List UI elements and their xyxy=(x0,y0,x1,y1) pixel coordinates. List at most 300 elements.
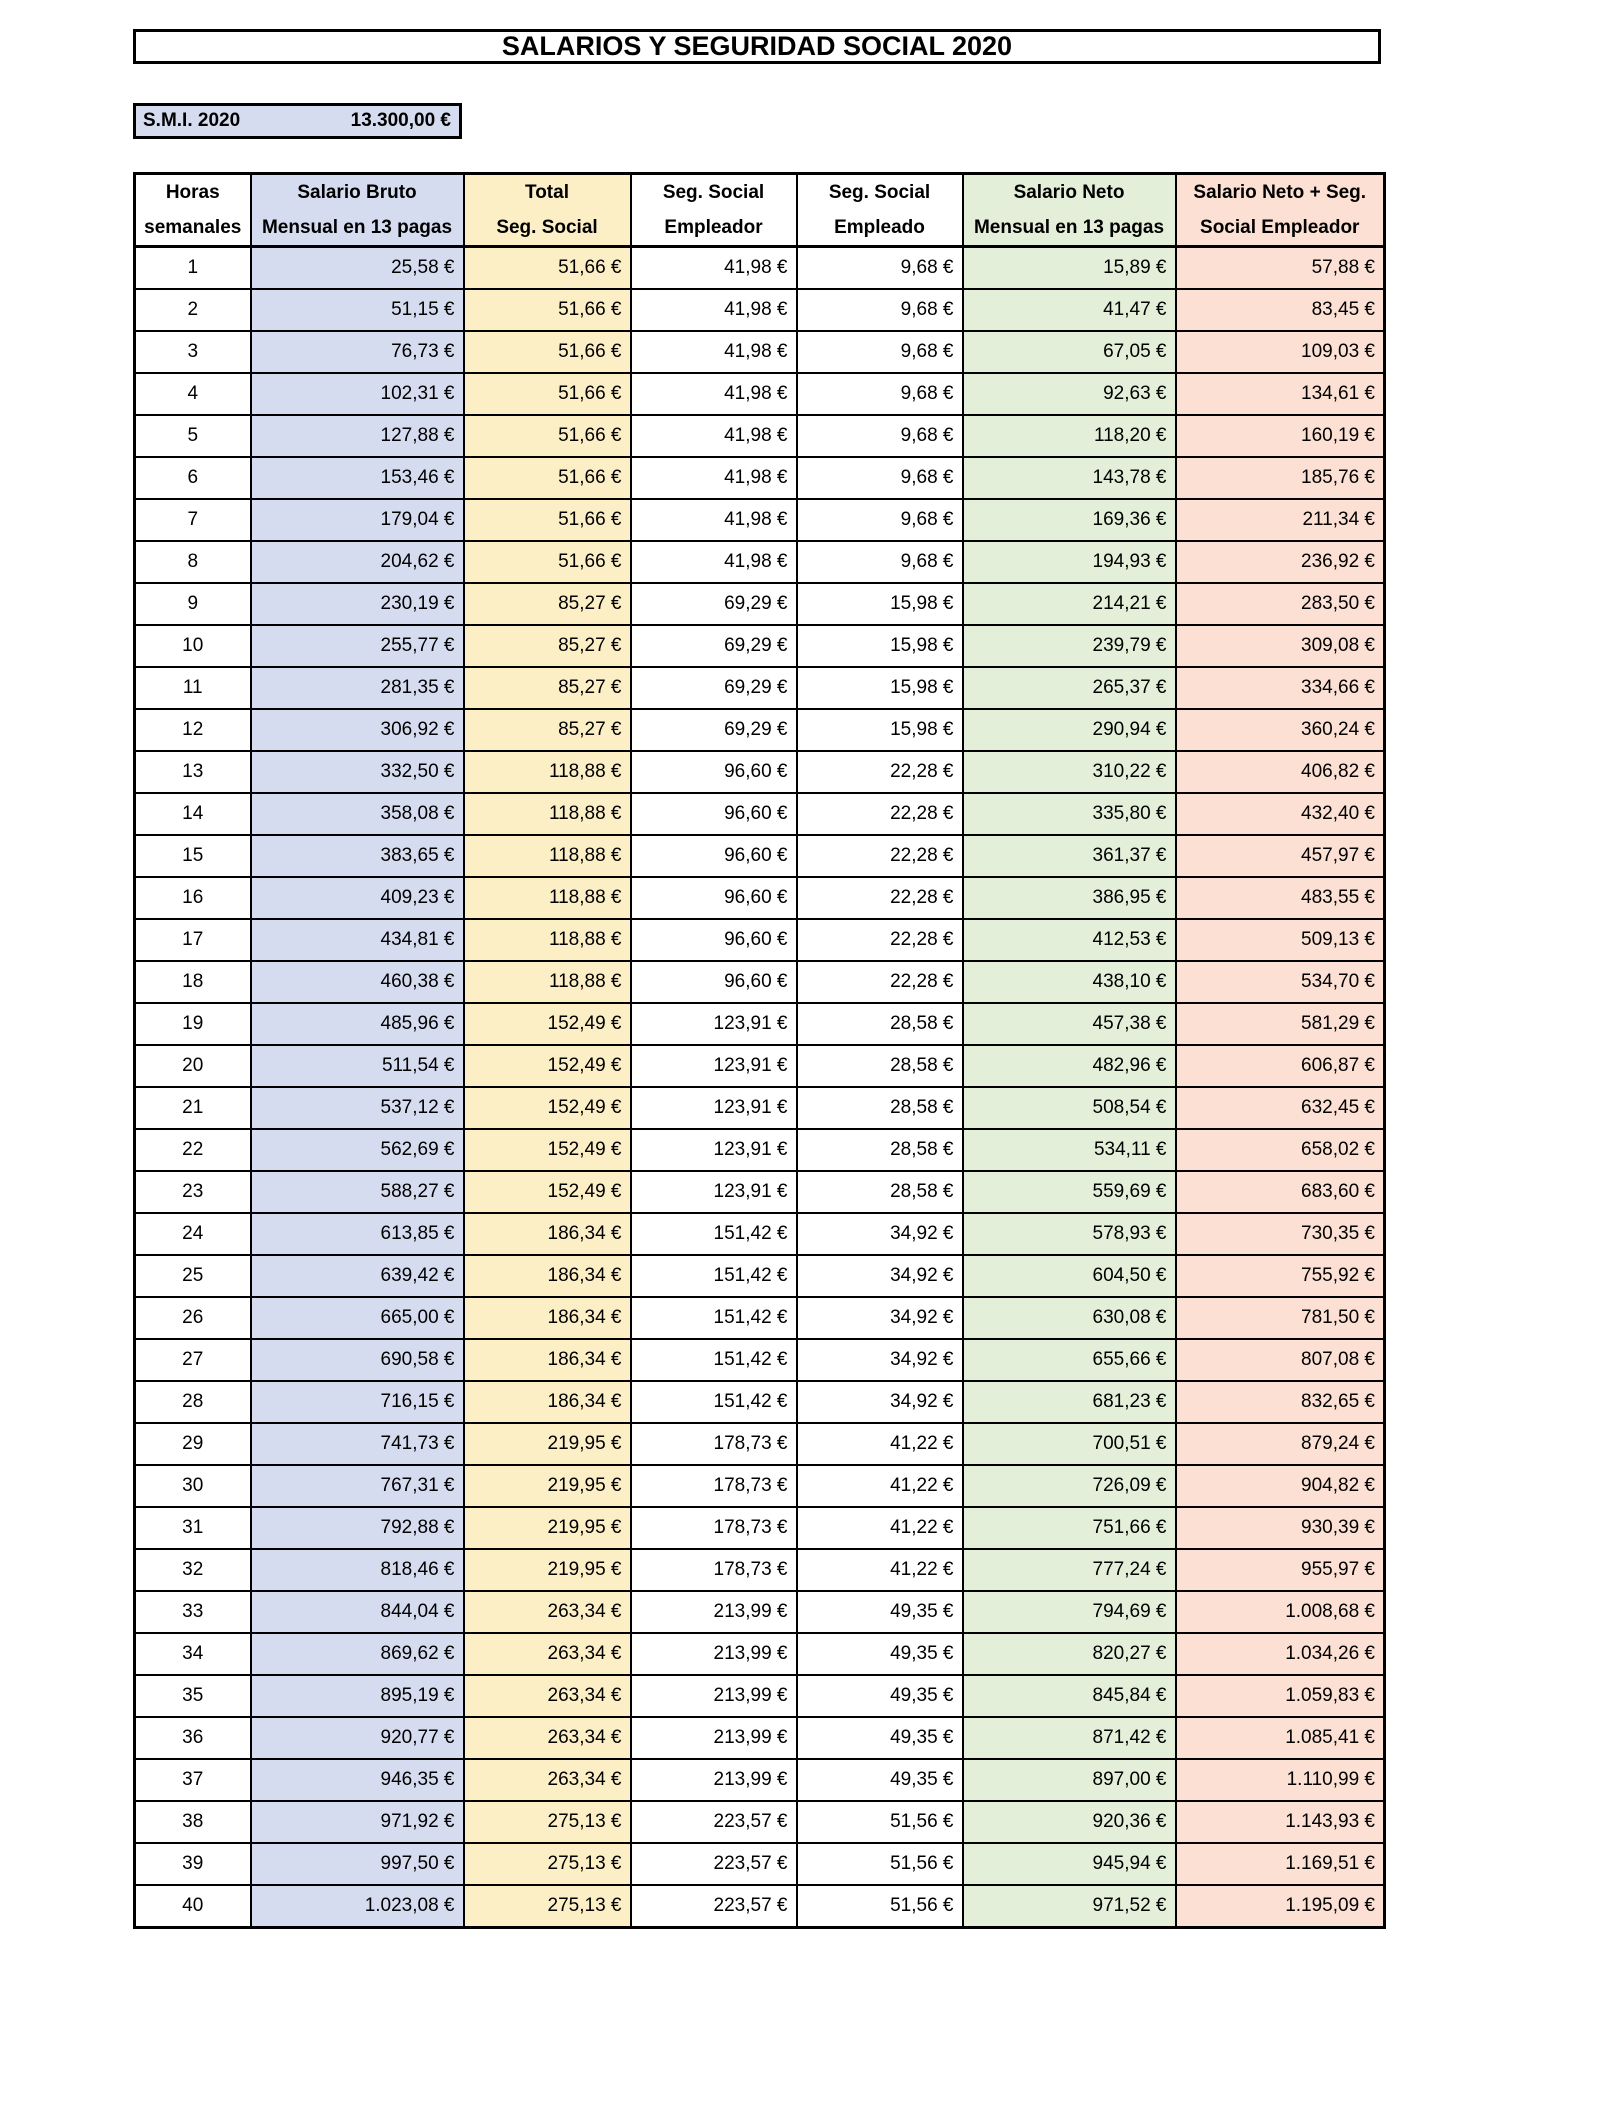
cell-ss-employee: 41,22 € xyxy=(797,1549,963,1591)
cell-net-salary: 655,66 € xyxy=(963,1339,1176,1381)
cell-ss-employer: 69,29 € xyxy=(631,583,797,625)
cell-hours: 14 xyxy=(135,793,251,835)
table-row xyxy=(135,625,1385,667)
cell-net-salary: 777,24 € xyxy=(963,1549,1176,1591)
cell-net-salary: 971,52 € xyxy=(963,1885,1176,1928)
cell-gross-salary: 997,50 € xyxy=(251,1843,464,1885)
cell-net-plus-employer: 334,66 € xyxy=(1176,667,1385,709)
cell-total-ss: 51,66 € xyxy=(464,499,631,541)
table-row xyxy=(135,415,1385,457)
cell-ss-employee: 41,22 € xyxy=(797,1465,963,1507)
cell-total-ss: 186,34 € xyxy=(464,1213,631,1255)
cell-hours: 23 xyxy=(135,1171,251,1213)
cell-hours: 6 xyxy=(135,457,251,499)
cell-ss-employer: 41,98 € xyxy=(631,373,797,415)
cell-total-ss: 118,88 € xyxy=(464,961,631,1003)
cell-net-plus-employer: 730,35 € xyxy=(1176,1213,1385,1255)
table-row xyxy=(135,1843,1385,1885)
cell-net-salary: 118,20 € xyxy=(963,415,1176,457)
cell-net-plus-employer: 109,03 € xyxy=(1176,331,1385,373)
cell-net-salary: 482,96 € xyxy=(963,1045,1176,1087)
cell-gross-salary: 25,58 € xyxy=(251,247,464,290)
cell-gross-salary: 127,88 € xyxy=(251,415,464,457)
cell-hours: 15 xyxy=(135,835,251,877)
header-net-plus-employer: Salario Neto + Seg. Social Empleador xyxy=(1176,174,1385,247)
cell-hours: 17 xyxy=(135,919,251,961)
cell-net-plus-employer: 930,39 € xyxy=(1176,1507,1385,1549)
cell-ss-employee: 28,58 € xyxy=(797,1003,963,1045)
cell-ss-employee: 22,28 € xyxy=(797,919,963,961)
cell-ss-employer: 123,91 € xyxy=(631,1171,797,1213)
cell-gross-salary: 460,38 € xyxy=(251,961,464,1003)
cell-net-salary: 412,53 € xyxy=(963,919,1176,961)
table-row xyxy=(135,1171,1385,1213)
cell-net-plus-employer: 955,97 € xyxy=(1176,1549,1385,1591)
cell-gross-salary: 613,85 € xyxy=(251,1213,464,1255)
cell-net-plus-employer: 57,88 € xyxy=(1176,247,1385,290)
cell-net-salary: 751,66 € xyxy=(963,1507,1176,1549)
cell-gross-salary: 281,35 € xyxy=(251,667,464,709)
cell-ss-employer: 151,42 € xyxy=(631,1213,797,1255)
cell-ss-employer: 151,42 € xyxy=(631,1339,797,1381)
table-row xyxy=(135,457,1385,499)
table-row xyxy=(135,751,1385,793)
cell-ss-employer: 96,60 € xyxy=(631,961,797,1003)
cell-gross-salary: 102,31 € xyxy=(251,373,464,415)
table-row xyxy=(135,919,1385,961)
cell-total-ss: 85,27 € xyxy=(464,667,631,709)
cell-gross-salary: 920,77 € xyxy=(251,1717,464,1759)
cell-net-salary: 143,78 € xyxy=(963,457,1176,499)
cell-hours: 27 xyxy=(135,1339,251,1381)
cell-ss-employee: 49,35 € xyxy=(797,1675,963,1717)
cell-gross-salary: 946,35 € xyxy=(251,1759,464,1801)
smi-summary xyxy=(133,103,462,139)
table-row xyxy=(135,1717,1385,1759)
cell-hours: 25 xyxy=(135,1255,251,1297)
cell-ss-employer: 223,57 € xyxy=(631,1885,797,1928)
cell-net-plus-employer: 781,50 € xyxy=(1176,1297,1385,1339)
table-row xyxy=(135,1801,1385,1843)
cell-ss-employee: 15,98 € xyxy=(797,625,963,667)
cell-net-salary: 630,08 € xyxy=(963,1297,1176,1339)
cell-net-salary: 945,94 € xyxy=(963,1843,1176,1885)
table-row xyxy=(135,961,1385,1003)
cell-total-ss: 186,34 € xyxy=(464,1381,631,1423)
cell-hours: 38 xyxy=(135,1801,251,1843)
cell-hours: 18 xyxy=(135,961,251,1003)
cell-hours: 37 xyxy=(135,1759,251,1801)
cell-net-salary: 169,36 € xyxy=(963,499,1176,541)
cell-total-ss: 186,34 € xyxy=(464,1255,631,1297)
cell-ss-employee: 9,68 € xyxy=(797,499,963,541)
cell-net-plus-employer: 1.195,09 € xyxy=(1176,1885,1385,1928)
cell-net-salary: 214,21 € xyxy=(963,583,1176,625)
cell-total-ss: 152,49 € xyxy=(464,1129,631,1171)
cell-hours: 39 xyxy=(135,1843,251,1885)
cell-ss-employer: 213,99 € xyxy=(631,1759,797,1801)
cell-net-plus-employer: 406,82 € xyxy=(1176,751,1385,793)
cell-net-plus-employer: 432,40 € xyxy=(1176,793,1385,835)
table-row xyxy=(135,1759,1385,1801)
table-row xyxy=(135,1339,1385,1381)
cell-net-plus-employer: 755,92 € xyxy=(1176,1255,1385,1297)
cell-net-salary: 871,42 € xyxy=(963,1717,1176,1759)
header-ss-employer: Seg. Social Empleador xyxy=(631,174,797,247)
cell-total-ss: 263,34 € xyxy=(464,1591,631,1633)
cell-net-plus-employer: 1.085,41 € xyxy=(1176,1717,1385,1759)
cell-gross-salary: 179,04 € xyxy=(251,499,464,541)
cell-total-ss: 275,13 € xyxy=(464,1843,631,1885)
cell-net-salary: 438,10 € xyxy=(963,961,1176,1003)
cell-net-salary: 15,89 € xyxy=(963,247,1176,290)
cell-net-salary: 794,69 € xyxy=(963,1591,1176,1633)
cell-net-salary: 508,54 € xyxy=(963,1087,1176,1129)
cell-net-plus-employer: 581,29 € xyxy=(1176,1003,1385,1045)
cell-hours: 7 xyxy=(135,499,251,541)
cell-gross-salary: 51,15 € xyxy=(251,289,464,331)
cell-ss-employer: 178,73 € xyxy=(631,1549,797,1591)
cell-gross-salary: 306,92 € xyxy=(251,709,464,751)
cell-ss-employee: 51,56 € xyxy=(797,1843,963,1885)
cell-ss-employer: 41,98 € xyxy=(631,331,797,373)
cell-gross-salary: 537,12 € xyxy=(251,1087,464,1129)
cell-ss-employee: 49,35 € xyxy=(797,1759,963,1801)
cell-hours: 22 xyxy=(135,1129,251,1171)
cell-ss-employee: 49,35 € xyxy=(797,1633,963,1675)
cell-ss-employee: 15,98 € xyxy=(797,583,963,625)
cell-ss-employee: 9,68 € xyxy=(797,415,963,457)
cell-net-salary: 578,93 € xyxy=(963,1213,1176,1255)
cell-hours: 30 xyxy=(135,1465,251,1507)
cell-total-ss: 85,27 € xyxy=(464,709,631,751)
table-row xyxy=(135,709,1385,751)
cell-ss-employee: 22,28 € xyxy=(797,877,963,919)
cell-net-salary: 194,93 € xyxy=(963,541,1176,583)
cell-net-plus-employer: 185,76 € xyxy=(1176,457,1385,499)
cell-net-salary: 820,27 € xyxy=(963,1633,1176,1675)
cell-total-ss: 118,88 € xyxy=(464,751,631,793)
cell-hours: 36 xyxy=(135,1717,251,1759)
cell-net-salary: 604,50 € xyxy=(963,1255,1176,1297)
cell-net-salary: 534,11 € xyxy=(963,1129,1176,1171)
cell-net-plus-employer: 683,60 € xyxy=(1176,1171,1385,1213)
cell-total-ss: 118,88 € xyxy=(464,919,631,961)
header-gross-salary: Salario Bruto Mensual en 13 pagas xyxy=(251,174,464,247)
cell-hours: 12 xyxy=(135,709,251,751)
cell-ss-employee: 28,58 € xyxy=(797,1171,963,1213)
cell-gross-salary: 358,08 € xyxy=(251,793,464,835)
cell-total-ss: 118,88 € xyxy=(464,877,631,919)
cell-net-plus-employer: 832,65 € xyxy=(1176,1381,1385,1423)
cell-total-ss: 219,95 € xyxy=(464,1507,631,1549)
cell-hours: 13 xyxy=(135,751,251,793)
cell-gross-salary: 332,50 € xyxy=(251,751,464,793)
table-row xyxy=(135,1885,1385,1928)
cell-ss-employer: 213,99 € xyxy=(631,1591,797,1633)
table-row xyxy=(135,1255,1385,1297)
cell-ss-employee: 9,68 € xyxy=(797,457,963,499)
cell-gross-salary: 639,42 € xyxy=(251,1255,464,1297)
cell-ss-employer: 41,98 € xyxy=(631,499,797,541)
cell-ss-employee: 9,68 € xyxy=(797,331,963,373)
cell-gross-salary: 1.023,08 € xyxy=(251,1885,464,1928)
cell-gross-salary: 204,62 € xyxy=(251,541,464,583)
cell-ss-employee: 28,58 € xyxy=(797,1129,963,1171)
cell-total-ss: 85,27 € xyxy=(464,583,631,625)
cell-total-ss: 152,49 € xyxy=(464,1087,631,1129)
cell-gross-salary: 562,69 € xyxy=(251,1129,464,1171)
cell-ss-employer: 41,98 € xyxy=(631,247,797,290)
cell-hours: 34 xyxy=(135,1633,251,1675)
table-row xyxy=(135,1129,1385,1171)
cell-total-ss: 51,66 € xyxy=(464,331,631,373)
cell-hours: 31 xyxy=(135,1507,251,1549)
cell-net-plus-employer: 1.059,83 € xyxy=(1176,1675,1385,1717)
cell-total-ss: 263,34 € xyxy=(464,1633,631,1675)
cell-net-salary: 41,47 € xyxy=(963,289,1176,331)
cell-total-ss: 219,95 € xyxy=(464,1423,631,1465)
cell-ss-employee: 41,22 € xyxy=(797,1423,963,1465)
cell-ss-employer: 123,91 € xyxy=(631,1129,797,1171)
cell-ss-employer: 69,29 € xyxy=(631,667,797,709)
cell-ss-employer: 223,57 € xyxy=(631,1843,797,1885)
cell-ss-employee: 34,92 € xyxy=(797,1255,963,1297)
cell-gross-salary: 485,96 € xyxy=(251,1003,464,1045)
table-row xyxy=(135,247,1385,290)
cell-net-salary: 310,22 € xyxy=(963,751,1176,793)
cell-net-salary: 700,51 € xyxy=(963,1423,1176,1465)
cell-ss-employer: 213,99 € xyxy=(631,1633,797,1675)
cell-ss-employee: 34,92 € xyxy=(797,1339,963,1381)
cell-hours: 9 xyxy=(135,583,251,625)
table-row xyxy=(135,1003,1385,1045)
table-row xyxy=(135,1087,1385,1129)
cell-gross-salary: 971,92 € xyxy=(251,1801,464,1843)
cell-net-salary: 265,37 € xyxy=(963,667,1176,709)
cell-ss-employee: 34,92 € xyxy=(797,1213,963,1255)
cell-ss-employer: 178,73 € xyxy=(631,1507,797,1549)
cell-ss-employer: 151,42 € xyxy=(631,1255,797,1297)
cell-net-salary: 67,05 € xyxy=(963,331,1176,373)
cell-gross-salary: 665,00 € xyxy=(251,1297,464,1339)
cell-gross-salary: 869,62 € xyxy=(251,1633,464,1675)
table-row xyxy=(135,793,1385,835)
cell-total-ss: 186,34 € xyxy=(464,1297,631,1339)
cell-net-plus-employer: 83,45 € xyxy=(1176,289,1385,331)
header-net-salary: Salario Neto Mensual en 13 pagas xyxy=(963,174,1176,247)
cell-net-plus-employer: 457,97 € xyxy=(1176,835,1385,877)
cell-ss-employee: 15,98 € xyxy=(797,667,963,709)
cell-ss-employee: 9,68 € xyxy=(797,247,963,290)
cell-hours: 16 xyxy=(135,877,251,919)
cell-net-plus-employer: 236,92 € xyxy=(1176,541,1385,583)
header-ss-employee: Seg. Social Empleado xyxy=(797,174,963,247)
cell-hours: 29 xyxy=(135,1423,251,1465)
cell-ss-employee: 22,28 € xyxy=(797,793,963,835)
cell-ss-employer: 41,98 € xyxy=(631,457,797,499)
cell-total-ss: 51,66 € xyxy=(464,457,631,499)
cell-ss-employee: 28,58 € xyxy=(797,1087,963,1129)
cell-ss-employer: 213,99 € xyxy=(631,1675,797,1717)
smi-value: 13.300,00 € xyxy=(350,110,451,131)
cell-net-salary: 920,36 € xyxy=(963,1801,1176,1843)
header-total-social-security: Total Seg. Social xyxy=(464,174,631,247)
cell-net-plus-employer: 1.169,51 € xyxy=(1176,1843,1385,1885)
table-row xyxy=(135,373,1385,415)
cell-net-plus-employer: 1.008,68 € xyxy=(1176,1591,1385,1633)
cell-hours: 24 xyxy=(135,1213,251,1255)
cell-ss-employee: 9,68 € xyxy=(797,541,963,583)
cell-gross-salary: 511,54 € xyxy=(251,1045,464,1087)
cell-ss-employer: 123,91 € xyxy=(631,1087,797,1129)
table-row xyxy=(135,877,1385,919)
cell-hours: 10 xyxy=(135,625,251,667)
cell-gross-salary: 792,88 € xyxy=(251,1507,464,1549)
cell-ss-employer: 178,73 € xyxy=(631,1465,797,1507)
cell-net-salary: 726,09 € xyxy=(963,1465,1176,1507)
cell-hours: 4 xyxy=(135,373,251,415)
cell-ss-employee: 28,58 € xyxy=(797,1045,963,1087)
cell-net-plus-employer: 904,82 € xyxy=(1176,1465,1385,1507)
cell-total-ss: 152,49 € xyxy=(464,1045,631,1087)
cell-gross-salary: 409,23 € xyxy=(251,877,464,919)
cell-total-ss: 51,66 € xyxy=(464,415,631,457)
cell-ss-employer: 213,99 € xyxy=(631,1717,797,1759)
cell-total-ss: 219,95 € xyxy=(464,1465,631,1507)
cell-net-salary: 386,95 € xyxy=(963,877,1176,919)
cell-ss-employer: 123,91 € xyxy=(631,1045,797,1087)
header-hours: Horas semanales xyxy=(135,174,251,247)
table-row xyxy=(135,1675,1385,1717)
cell-ss-employer: 223,57 € xyxy=(631,1801,797,1843)
cell-net-plus-employer: 1.110,99 € xyxy=(1176,1759,1385,1801)
cell-total-ss: 51,66 € xyxy=(464,541,631,583)
cell-gross-salary: 383,65 € xyxy=(251,835,464,877)
table-row xyxy=(135,1591,1385,1633)
cell-net-salary: 361,37 € xyxy=(963,835,1176,877)
cell-ss-employer: 96,60 € xyxy=(631,835,797,877)
cell-ss-employee: 51,56 € xyxy=(797,1885,963,1928)
table-row xyxy=(135,1633,1385,1675)
cell-hours: 1 xyxy=(135,247,251,290)
cell-net-salary: 239,79 € xyxy=(963,625,1176,667)
page-title: SALARIOS Y SEGURIDAD SOCIAL 2020 xyxy=(133,29,1381,64)
cell-hours: 35 xyxy=(135,1675,251,1717)
cell-net-salary: 681,23 € xyxy=(963,1381,1176,1423)
table-row xyxy=(135,541,1385,583)
cell-hours: 32 xyxy=(135,1549,251,1591)
cell-net-plus-employer: 632,45 € xyxy=(1176,1087,1385,1129)
cell-total-ss: 219,95 € xyxy=(464,1549,631,1591)
cell-ss-employer: 96,60 € xyxy=(631,919,797,961)
cell-gross-salary: 741,73 € xyxy=(251,1423,464,1465)
cell-hours: 28 xyxy=(135,1381,251,1423)
cell-hours: 19 xyxy=(135,1003,251,1045)
cell-hours: 26 xyxy=(135,1297,251,1339)
table-row xyxy=(135,499,1385,541)
table-row xyxy=(135,1507,1385,1549)
cell-hours: 40 xyxy=(135,1885,251,1928)
cell-total-ss: 275,13 € xyxy=(464,1885,631,1928)
cell-net-plus-employer: 483,55 € xyxy=(1176,877,1385,919)
table-row xyxy=(135,1465,1385,1507)
cell-hours: 21 xyxy=(135,1087,251,1129)
cell-ss-employer: 69,29 € xyxy=(631,709,797,751)
cell-net-salary: 457,38 € xyxy=(963,1003,1176,1045)
cell-total-ss: 152,49 € xyxy=(464,1003,631,1045)
table-row xyxy=(135,1549,1385,1591)
cell-gross-salary: 844,04 € xyxy=(251,1591,464,1633)
cell-ss-employee: 22,28 € xyxy=(797,835,963,877)
salary-table xyxy=(133,172,1386,1929)
table-row xyxy=(135,1381,1385,1423)
cell-gross-salary: 434,81 € xyxy=(251,919,464,961)
cell-total-ss: 85,27 € xyxy=(464,625,631,667)
cell-total-ss: 263,34 € xyxy=(464,1717,631,1759)
cell-ss-employer: 96,60 € xyxy=(631,877,797,919)
cell-net-salary: 92,63 € xyxy=(963,373,1176,415)
cell-gross-salary: 76,73 € xyxy=(251,331,464,373)
cell-total-ss: 186,34 € xyxy=(464,1339,631,1381)
cell-gross-salary: 255,77 € xyxy=(251,625,464,667)
cell-ss-employer: 96,60 € xyxy=(631,751,797,793)
cell-hours: 11 xyxy=(135,667,251,709)
cell-total-ss: 263,34 € xyxy=(464,1759,631,1801)
table-row xyxy=(135,583,1385,625)
cell-ss-employer: 178,73 € xyxy=(631,1423,797,1465)
cell-ss-employer: 151,42 € xyxy=(631,1297,797,1339)
cell-net-plus-employer: 509,13 € xyxy=(1176,919,1385,961)
cell-net-plus-employer: 534,70 € xyxy=(1176,961,1385,1003)
cell-hours: 2 xyxy=(135,289,251,331)
table-row xyxy=(135,289,1385,331)
cell-total-ss: 118,88 € xyxy=(464,793,631,835)
cell-net-salary: 559,69 € xyxy=(963,1171,1176,1213)
cell-ss-employee: 51,56 € xyxy=(797,1801,963,1843)
cell-net-plus-employer: 211,34 € xyxy=(1176,499,1385,541)
cell-ss-employer: 151,42 € xyxy=(631,1381,797,1423)
cell-ss-employee: 41,22 € xyxy=(797,1507,963,1549)
cell-net-plus-employer: 606,87 € xyxy=(1176,1045,1385,1087)
cell-hours: 20 xyxy=(135,1045,251,1087)
cell-hours: 8 xyxy=(135,541,251,583)
cell-ss-employer: 123,91 € xyxy=(631,1003,797,1045)
cell-net-plus-employer: 160,19 € xyxy=(1176,415,1385,457)
cell-ss-employee: 49,35 € xyxy=(797,1591,963,1633)
header-row xyxy=(135,174,1385,247)
smi-label: S.M.I. 2020 xyxy=(143,110,241,131)
cell-net-plus-employer: 879,24 € xyxy=(1176,1423,1385,1465)
cell-net-plus-employer: 360,24 € xyxy=(1176,709,1385,751)
cell-total-ss: 118,88 € xyxy=(464,835,631,877)
table-row xyxy=(135,1045,1385,1087)
cell-total-ss: 51,66 € xyxy=(464,247,631,290)
cell-total-ss: 51,66 € xyxy=(464,289,631,331)
cell-net-plus-employer: 658,02 € xyxy=(1176,1129,1385,1171)
cell-ss-employee: 34,92 € xyxy=(797,1381,963,1423)
cell-hours: 5 xyxy=(135,415,251,457)
cell-net-plus-employer: 1.034,26 € xyxy=(1176,1633,1385,1675)
cell-net-salary: 845,84 € xyxy=(963,1675,1176,1717)
cell-ss-employee: 22,28 € xyxy=(797,751,963,793)
cell-ss-employee: 9,68 € xyxy=(797,289,963,331)
cell-ss-employee: 34,92 € xyxy=(797,1297,963,1339)
cell-gross-salary: 818,46 € xyxy=(251,1549,464,1591)
cell-ss-employee: 49,35 € xyxy=(797,1717,963,1759)
cell-total-ss: 263,34 € xyxy=(464,1675,631,1717)
cell-ss-employee: 22,28 € xyxy=(797,961,963,1003)
